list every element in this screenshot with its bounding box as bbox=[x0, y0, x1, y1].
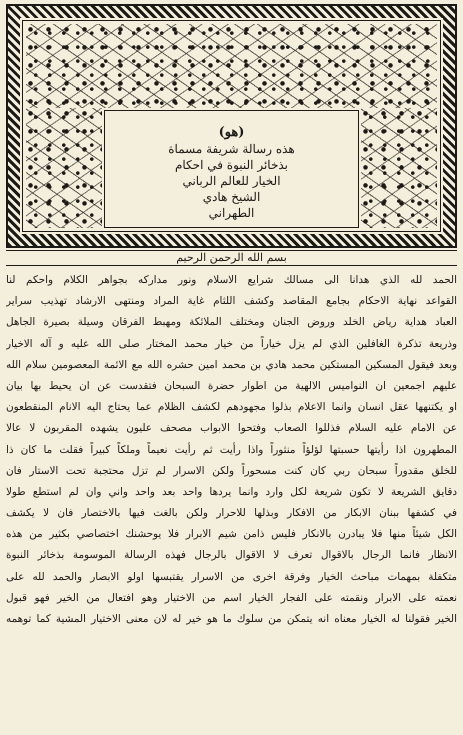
body-line: عن الامام عليه السلام فذللوا الصعاب وفتحوا الابواب مصحف عليون يشهده المقربون لا عالا bbox=[6, 422, 457, 435]
body-line: المطهرون اذا رأيتها حسبتها لؤلؤاً منثوراً واذا رأيت ثم رأيت نعيماً وملكاً كبيراً فقلت ما كان ذا bbox=[6, 443, 457, 456]
body-line: الانظار فانما الرجال بالاقوال تعرف لا الاقوال بالرجال فهذه الرسالة الموسومة بذخائر النبوة bbox=[6, 549, 457, 562]
floral-ornament-left bbox=[26, 108, 102, 228]
floral-ornament-right bbox=[361, 108, 437, 228]
body-line: متكفلة بمهمات مباحث الخيار وفرقة اخرى من الاسرار يقتبسها اولو الابصار والحمد لله على bbox=[6, 570, 457, 583]
body-line: نعمته على الابرار ونقمته على الفجار الخيار اسم من الاختيار وهو افتعال من الخير فهو قبول bbox=[6, 591, 457, 604]
title-hu: (هو) bbox=[218, 125, 245, 140]
body-line: العباد هداية رياض الخلد وروض الجنان ومختلف الملائكة ومهبط الفرقان وسيلة بصيرة الجاهل bbox=[6, 316, 457, 329]
body-line: الخير فقولنا له الخيار معناه انه يتمكن من سلوك ما هو خير له لان معنى الاختيار المشية كما توهمه bbox=[6, 613, 457, 625]
title-line-3: الخيار للعالم الرباني bbox=[182, 174, 281, 188]
body-line: وبعد فيقول المسكين المستكين محمد هادي بن محمد امين حشره الله مع الائمة المعصومين سلام الله bbox=[6, 358, 457, 371]
title-line-2: بذخائر النبوة في احكام bbox=[174, 158, 289, 172]
body-line: او يكتنهها عقل انسان وانما الاعلام بذلوا مجهودهم لكشف الظلام عما يحتاج اليه الانام المنقطعون bbox=[6, 401, 457, 414]
title-line-1: هذه رسالة شريفة مسماة bbox=[168, 142, 295, 156]
body-line: الكل شيئاً منها فلا يبادرن بالانكار فليس ذامن شيم الابرار فلا يوحشنك اختصاصي بكثير من هذه bbox=[6, 528, 457, 541]
body-line: دقايق الشريعة لا تكون شريعة لكل وارد وانما يردها واحد بعد واحد واني وان لم استطع طولا bbox=[6, 485, 457, 498]
body-line: وذريعة تذكرة الغافلين الذي لم يزل خياراً من خيار محمد المختار صلى الله عليه و آله الاخيار bbox=[6, 337, 457, 350]
body-line: في كشفها ببنان الابكار من الافكار وبذلها للاحرار ولكن بالغت فيها بالاختصار فان لا يكشف bbox=[6, 507, 457, 520]
body-line: القواعد نهاية الاحكام بجامع المقاصد وكشف اللثام غاية المراد ومنتهى الارشاد تهذيب سراير bbox=[6, 295, 457, 308]
title-line-5: الطهراني bbox=[208, 206, 255, 220]
body-line: للخلق مقدوراً سبحان ربي كان كنت مسحوراً ولكن الاسرار لم تزل محتجبة تحت الاستار فان bbox=[6, 464, 457, 477]
title-panel bbox=[104, 110, 359, 228]
body-text bbox=[6, 270, 457, 630]
body-line: عليهم اجمعين ان النواميس الالهية من اطوار حضرة السبحان فتقدست عن ان يحيط بها بيان bbox=[6, 379, 457, 392]
title-line-4: الشيخ هادي bbox=[202, 190, 261, 204]
body-line: الحمد لله الذي هدانا الى مسالك شرايع الاسلام ونور مداركه بجواهر الكلام واحكم لنا bbox=[6, 274, 457, 286]
basmala: بسم الله الرحمن الرحيم bbox=[6, 250, 457, 266]
floral-ornament-top bbox=[26, 24, 437, 108]
